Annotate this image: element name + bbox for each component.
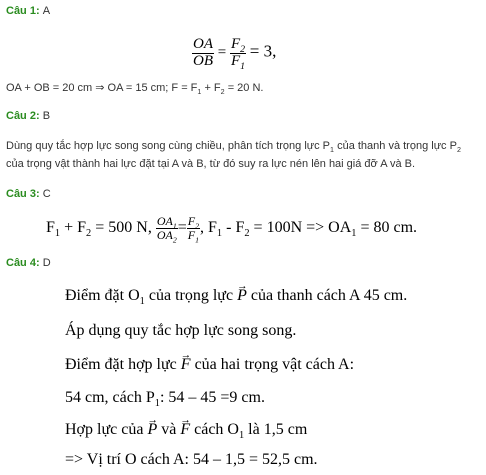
q3-f-fraction <box>187 214 200 244</box>
q1-f-num-sub: 2 <box>240 44 246 55</box>
q4-line6: => Vị trí O cách A: 54 – 1,5 = 52,5 cm. <box>65 451 318 468</box>
q1-line-sub1: 1 <box>197 88 202 97</box>
q2-label: Câu 2: <box>6 110 40 122</box>
q1-label: Câu 1: <box>6 5 40 17</box>
q3-eq-e: - F <box>222 218 245 236</box>
q4-label: Câu 4: <box>6 257 40 269</box>
q4-l4-sub: 1 <box>154 398 160 410</box>
q4-l3-b: của hai trọng vật cách A: <box>190 356 355 373</box>
q3-eq-b: + F <box>60 218 87 236</box>
q4-l5-vector-p: → P <box>147 421 157 439</box>
q3-eq-equals: = <box>177 218 187 236</box>
q2-line1-sub2: 2 <box>456 146 461 155</box>
q4-line2: Áp dụng quy tắc hợp lực song song. <box>65 322 297 339</box>
q4-l1-c: của thanh cách A 45 cm. <box>246 287 408 304</box>
q3-equation <box>46 214 418 244</box>
q4-heading <box>6 257 51 269</box>
q4-l1-vector-p: → P <box>237 287 247 305</box>
q4-line3 <box>65 356 354 374</box>
q1-ratio-den: OB <box>193 52 213 69</box>
q3-eq-a-sub: 1 <box>54 227 61 239</box>
q1-equals: = <box>217 44 227 61</box>
q1-ratio-num: OA <box>193 36 213 52</box>
q3-frac2-den: F <box>187 227 196 242</box>
q4-l1-b: của trọng lực <box>144 287 238 304</box>
q4-l5-c: cách O <box>190 421 239 438</box>
q4-l5-vector-f: → F <box>180 421 190 439</box>
q3-eq-c: = 500 N, <box>91 218 152 236</box>
q1-line-plus: + F <box>201 82 221 94</box>
q1-line-end: = 20 N. <box>224 82 264 94</box>
q3-label: Câu 3: <box>6 188 40 200</box>
q1-f-num: F <box>230 36 241 52</box>
q4-l3-vector-f: → F <box>181 356 191 374</box>
q3-eq-f-sub: 1 <box>351 227 357 239</box>
q3-eq-b-sub: 2 <box>86 227 92 239</box>
q4-l3-a: Điểm đặt hợp lực <box>65 356 181 373</box>
q1-line-main: OA + OB = 20 cm ⇒ OA = 15 cm; F = F <box>6 82 198 94</box>
q3-frac1-den-sub: 2 <box>172 234 177 244</box>
q1-force-fraction <box>230 37 246 70</box>
q3-eq-d: , F <box>200 218 217 236</box>
q4-line4 <box>65 389 265 410</box>
q1-f-den-sub: 1 <box>240 60 246 72</box>
q3-frac2-num: F <box>187 214 196 228</box>
q3-eq-f: = 100N => OA <box>249 218 352 236</box>
q2-line1-a: Dùng quy tắc hợp lực song song cùng chiều, phân tích trọng lực P <box>6 140 331 152</box>
q1-equation <box>192 37 276 70</box>
q2-line1-b: của thanh và trọng lực P <box>334 140 457 152</box>
q1-heading <box>6 5 50 17</box>
q3-frac2-num-sub: 2 <box>195 221 199 231</box>
q3-eq-a: F <box>46 218 55 236</box>
q3-frac2-den-sub: 1 <box>195 234 199 244</box>
q2-heading <box>6 110 50 122</box>
q3-frac1-den: OA <box>156 227 173 242</box>
q4-l5-a: Hợp lực của <box>65 421 148 438</box>
q1-line <box>6 81 264 97</box>
q1-ratio-fraction <box>192 37 214 70</box>
q3-eq-g: = 80 cm. <box>356 218 418 236</box>
q3-frac1-num-sub: 1 <box>172 221 177 231</box>
q4-answer: D <box>42 257 51 269</box>
q3-oa-fraction <box>156 214 178 244</box>
q3-eq-e-sub: 2 <box>244 227 250 239</box>
q3-answer: C <box>42 188 51 200</box>
q3-eq-d-sub: 1 <box>216 227 223 239</box>
q4-l1-sub: 1 <box>139 296 145 308</box>
q1-line-sub2: 2 <box>220 88 225 97</box>
q1-answer: A <box>42 5 51 17</box>
q3-heading <box>6 188 51 200</box>
q1-f-den: F <box>230 52 241 69</box>
q4-l1-a: Điểm đặt O <box>65 287 140 304</box>
q3-frac1-num: OA <box>156 214 173 228</box>
q4-line5 <box>65 421 308 442</box>
q4-l5-d: là 1,5 cm <box>244 421 308 438</box>
q4-l5-sub: 1 <box>238 430 245 442</box>
q4-l4-b: : 54 – 45 =9 cm. <box>159 389 265 406</box>
q2-line1 <box>6 140 461 155</box>
q2-line1-sub1: 1 <box>330 146 335 155</box>
q4-l5-b: và <box>157 421 181 438</box>
q4-line1 <box>65 287 408 308</box>
q4-l4-a: 54 cm, cách P <box>65 389 155 406</box>
q2-line2: của trọng vật thành hai lực đặt tại A và B, từ đó suy ra lực nén lên hai giá đỡ A và B. <box>6 158 416 170</box>
q1-result: = 3, <box>249 41 277 61</box>
q2-answer: B <box>42 110 51 122</box>
